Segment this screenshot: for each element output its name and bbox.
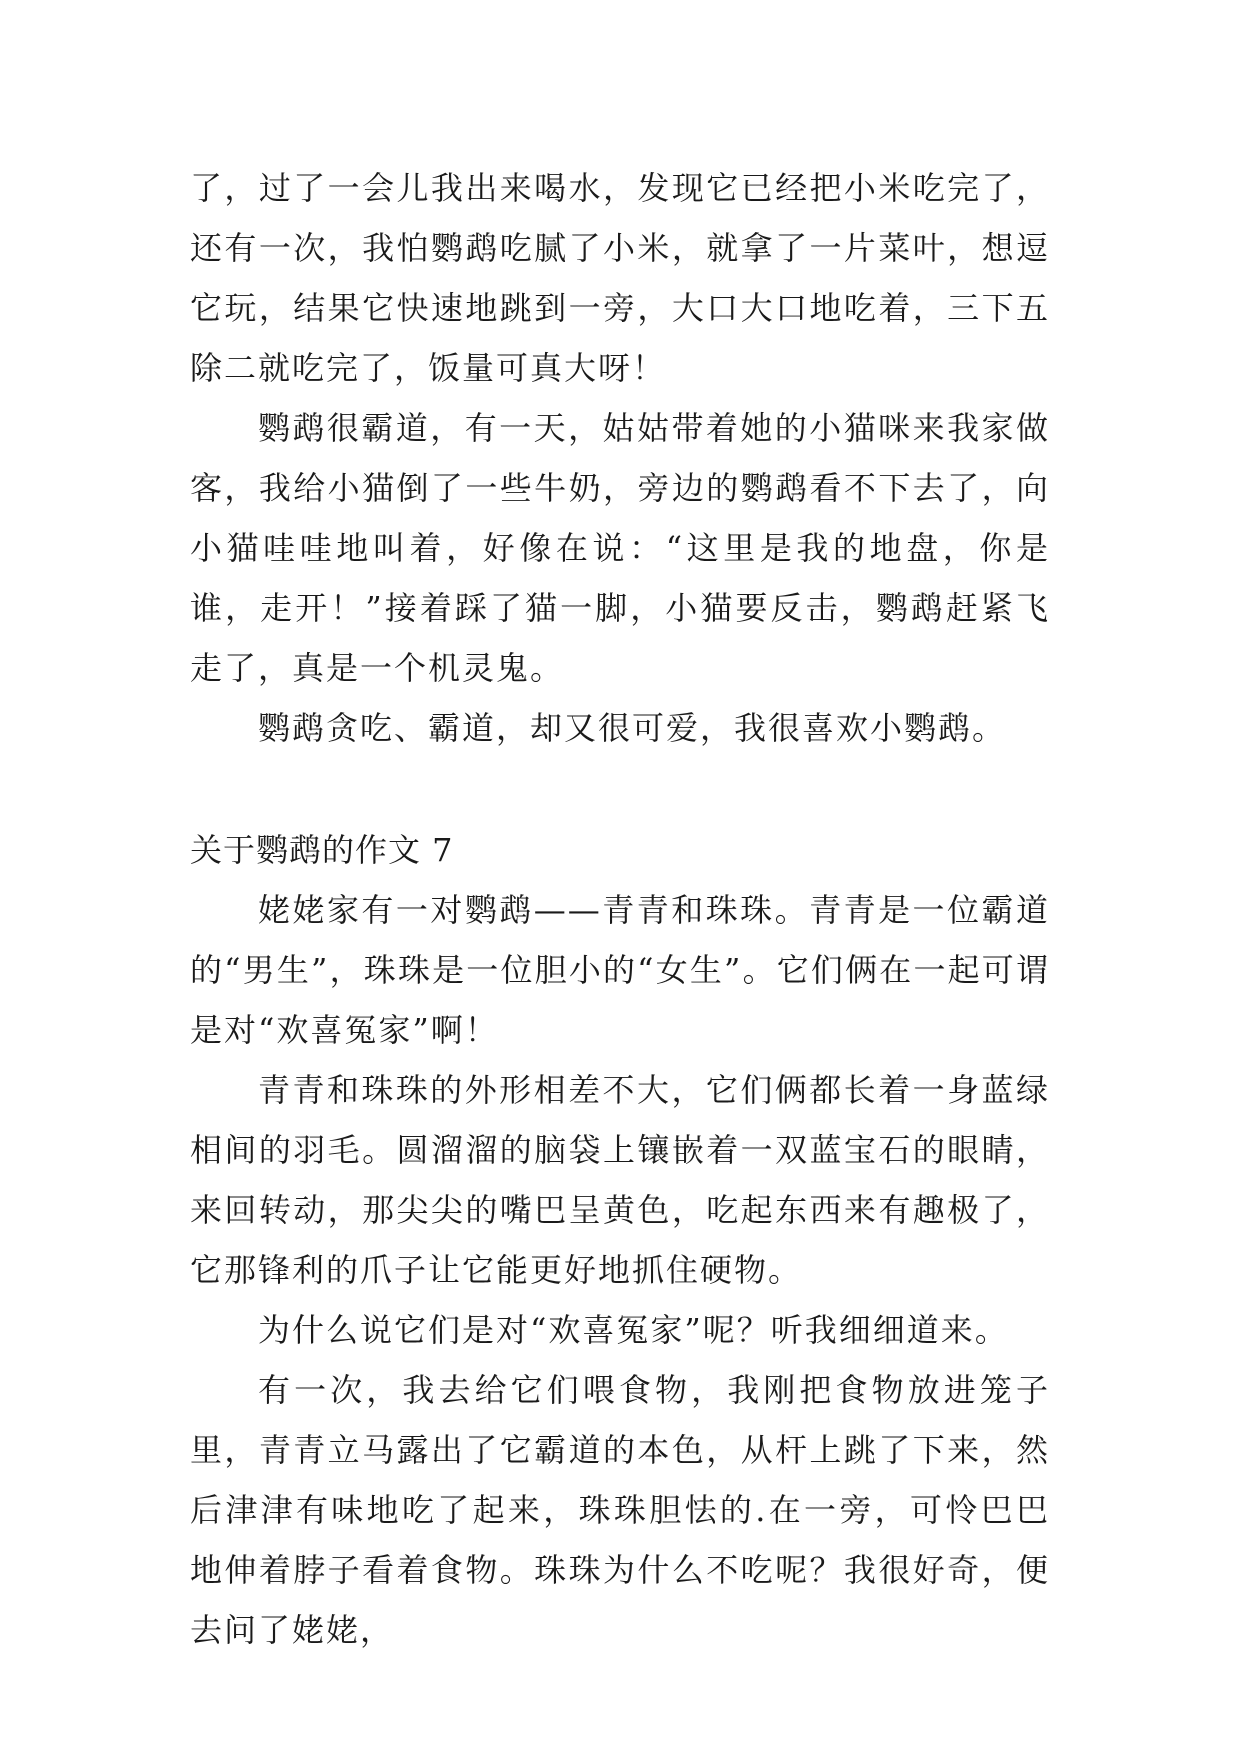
document-body	[190, 158, 1050, 1660]
paragraph-question: 为什么说它们是对“欢喜冤家”呢？听我细细道来。	[258, 1311, 1009, 1349]
paragraph-appearance: 青青和珠珠的外形相差不大，它们俩都长着一身蓝绿相间的羽毛。圆溜溜的脑袋上镶嵌着一双蓝宝石的眼睛，来回转动，那尖尖的嘴巴呈黄色，吃起东西来有趣极了，它那锋利的爪子让它能更好地抓住硬物。	[190, 1071, 1050, 1289]
paragraph-parrot-bossy: 鹦鹉很霸道，有一天，姑姑带着她的小猫咪来我家做客，我给小猫倒了一些牛奶，旁边的鹦鹉看不下去了，向小猫哇哇地叫着，好像在说：“这里是我的地盘，你是谁，走开！”接着踩了猫一脚，小猫要反击，鹦鹉赶紧飞走了，真是一个机灵鬼。	[190, 409, 1050, 687]
paragraph-continued: 了，过了一会儿我出来喝水，发现它已经把小米吃完了，还有一次，我怕鹦鹉吃腻了小米，就拿了一片菜叶，想逗它玩，结果它快速地跳到一旁，大口大口地吃着，三下五除二就吃完了，饭量可真大呀！	[190, 169, 1050, 387]
essay-heading: 关于鹦鹉的作文 7	[190, 831, 454, 869]
paragraph-feeding: 有一次，我去给它们喂食物，我刚把食物放进笼子里，青青立马露出了它霸道的本色，从杆上跳了下来，然后津津有味地吃了起来，珠珠胆怯的.在一旁，可怜巴巴地伸着脖子看着食物。珠珠为什么不吃呢？我很好奇，便去问了姥姥，	[190, 1371, 1050, 1649]
paragraph-parrot-conclusion: 鹦鹉贪吃、霸道，却又很可爱，我很喜欢小鹦鹉。	[258, 709, 1007, 747]
paragraph-intro: 姥姥家有一对鹦鹉——青青和珠珠。青青是一位霸道的“男生”，珠珠是一位胆小的“女生”。它们俩在一起可谓是对“欢喜冤家”啊！	[190, 891, 1050, 1049]
